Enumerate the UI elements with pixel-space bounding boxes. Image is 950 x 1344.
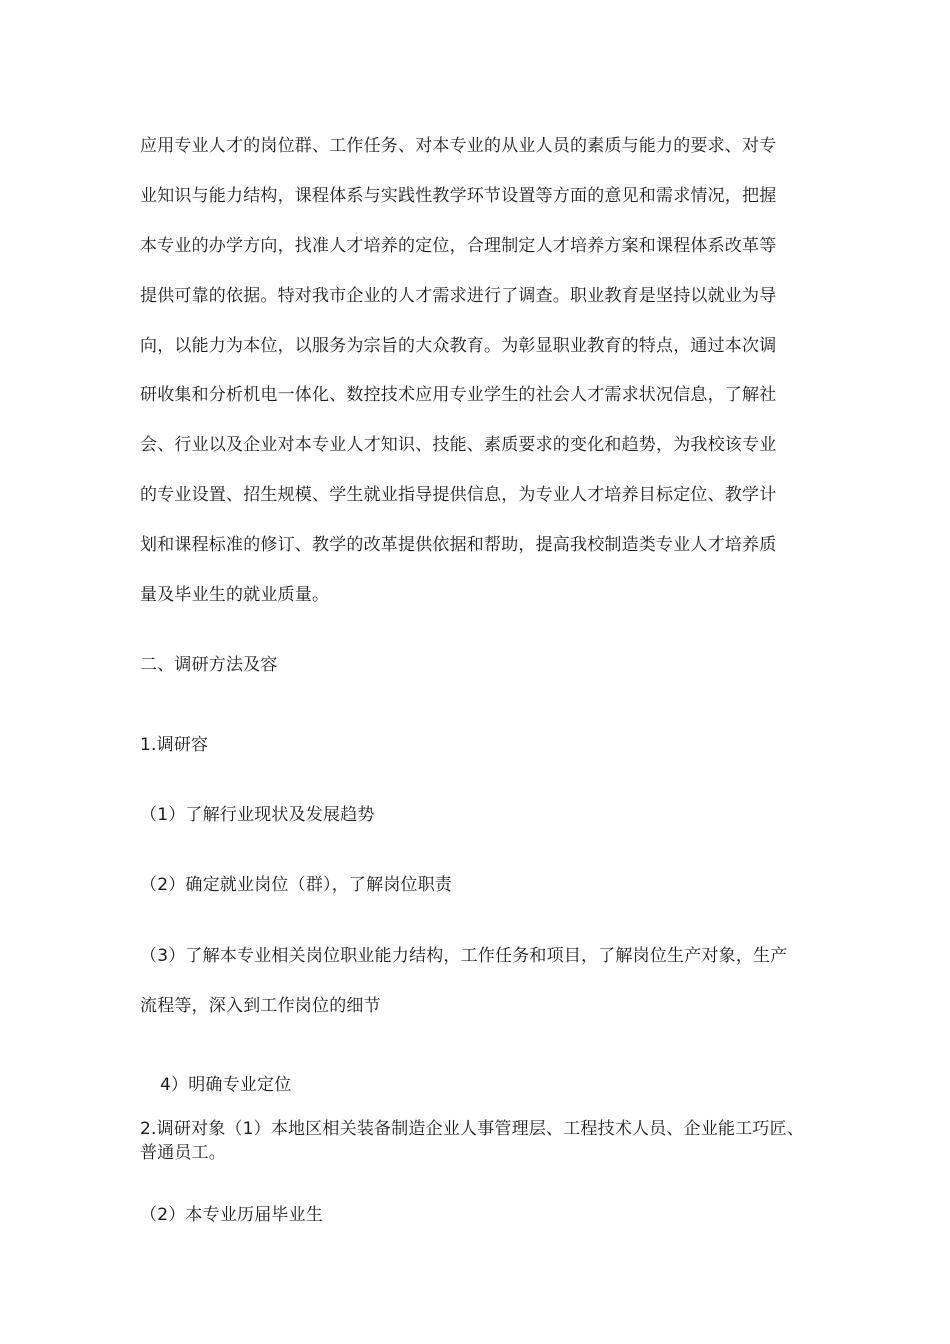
list-item-2: （2）确定就业岗位（群），了解岗位职责 <box>140 875 453 895</box>
paragraph-line-7: 会、行业以及企业对本专业人才知识、技能、素质要求的变化和趋势，为我校该专业 <box>140 435 777 455</box>
paragraph-line-4: 提供可靠的依据。特对我市企业的人才需求进行了调查。职业教育是坚持以就业为导 <box>140 286 777 306</box>
paragraph-line-2: 业知识与能力结构，课程体系与实践性教学环节设置等方面的意见和需求情况，把握 <box>140 186 777 206</box>
list-item-1: （1）了解行业现状及发展趋势 <box>140 805 375 825</box>
paragraph-line-3: 本专业的办学方向，找准人才培养的定位，合理制定人才培养方案和课程体系改革等 <box>140 236 777 256</box>
paragraph-line-9: 划和课程标准的修订、教学的改革提供依据和帮助，提高我校制造类专业人才培养质 <box>140 535 777 555</box>
paragraph-line-1: 应用专业人才的岗位群、工作任务、对本专业的从业人员的素质与能力的要求、对专 <box>140 136 777 156</box>
paragraph-line-8: 的专业设置、招生规模、学生就业指导提供信息，为专业人才培养目标定位、教学计 <box>140 485 777 505</box>
list-item-4: 4）明确专业定位 <box>160 1075 292 1095</box>
survey-object-line-1: 2.调研对象（1）本地区相关装备制造企业人事管理层、工程技术人员、企业能工巧匠、 <box>140 1119 805 1139</box>
paragraph-line-5: 向，以能力为本位，以服务为宗旨的大众教育。为彰显职业教育的特点，通过本次调 <box>140 336 777 356</box>
paragraph-line-6: 研收集和分析机电一体化、数控技术应用专业学生的社会人才需求状况信息，了解社 <box>140 385 777 405</box>
list-item-3-line-2: 流程等，深入到工作岗位的细节 <box>140 996 381 1016</box>
paragraph-line-10: 量及毕业生的就业质量。 <box>140 585 330 605</box>
item-heading: 1.调研容 <box>140 735 209 755</box>
section-heading: 二、调研方法及容 <box>140 655 278 675</box>
survey-object-line-2: 普通员工。 <box>140 1143 226 1163</box>
list-item-3-line-1: （3）了解本专业相关岗位职业能力结构，工作任务和项目，了解岗位生产对象，生产 <box>140 946 788 966</box>
survey-object-item-2: （2）本专业历届毕业生 <box>140 1205 324 1225</box>
